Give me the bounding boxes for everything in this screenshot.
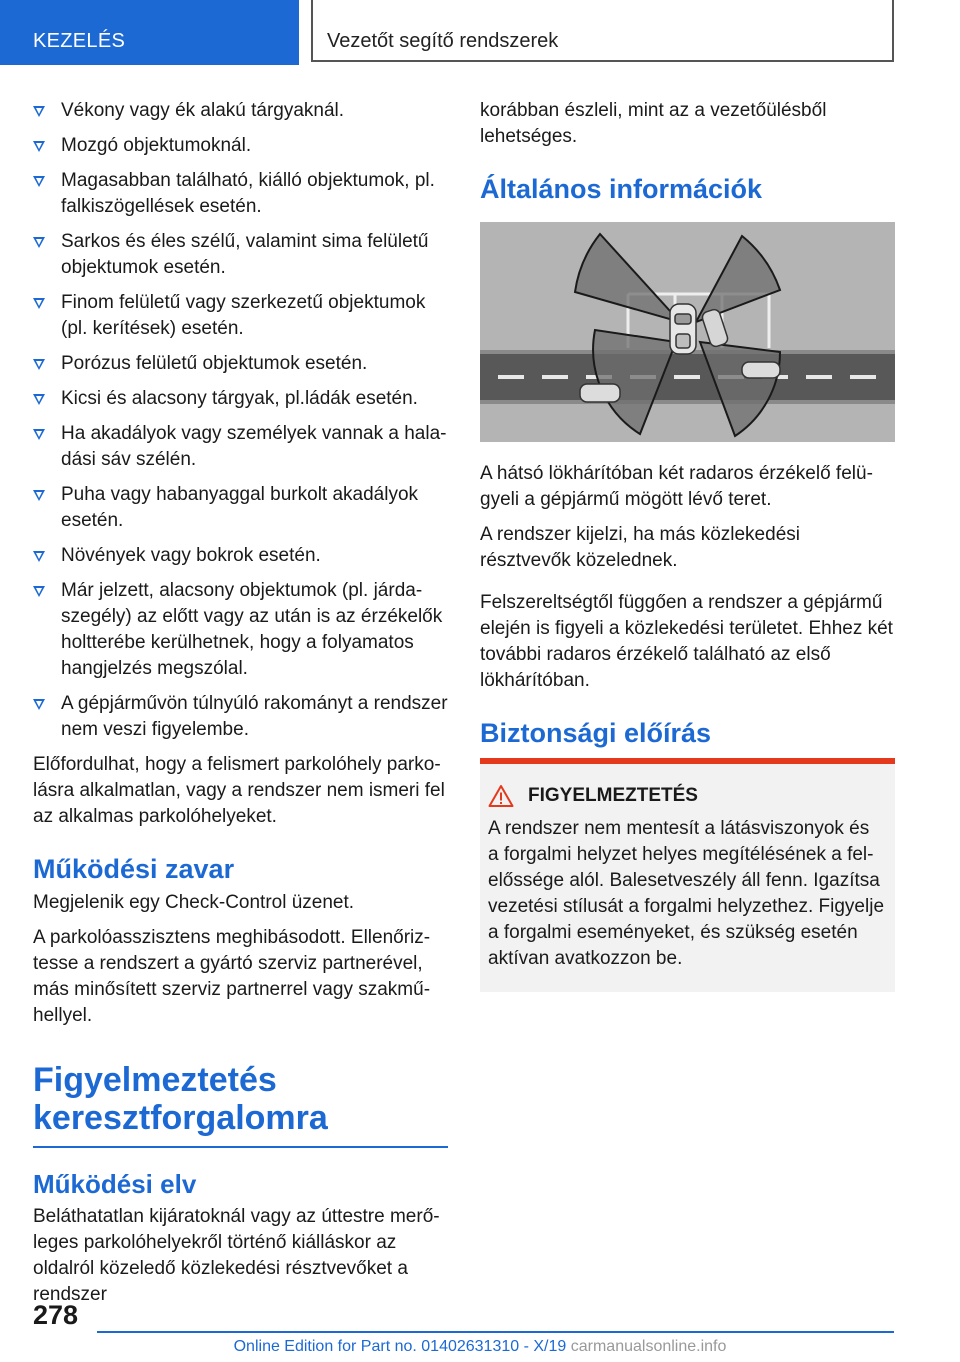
- list-item: Vékony vagy ék alakú tárgyaknál.: [33, 98, 448, 124]
- list-item: Porózus felületű objektumok esetén.: [33, 351, 448, 377]
- list-item: Finom felületű vagy szerkezetű objektumok (pl. kerítések) esetén.: [33, 290, 448, 342]
- section-title: KEZELÉS: [33, 30, 126, 52]
- chapter-heading: Figyelmeztetés keresztforgalomra: [33, 1061, 448, 1148]
- left-column: [33, 98, 448, 1317]
- section-tab: [0, 0, 299, 65]
- paragraph: A parkolóasszisztens meghibásodott. Ellenőriztesse a rendszert a gyártó szerviz partnerével, más minősített szerviz partnerrel vagy szakműhellyel.: [33, 927, 431, 1026]
- paragraph: A rendszer kijelzi, ha más közlekedési résztvevők közelednek.: [480, 524, 800, 571]
- triangle-bullet-icon: [33, 359, 45, 370]
- warning-triangle-icon: [488, 784, 514, 808]
- warning-text: A rendszer nem mentesít a látásviszonyok és a forgalmi helyzet helyes megítélésének a felelőssége alól. Balesetveszély áll fenn. Igazítsa vezetési stílusát a forgalmi helyzethez. Figyelje a forgalmi eseményeket, és szükség esetén aktívan avatkozzon be.: [488, 818, 885, 969]
- page-number: 278: [33, 1300, 79, 1330]
- right-column: [480, 98, 895, 992]
- list-item: Magasabban található, kiálló objektumok, pl. falkiszögellések esetén.: [33, 168, 448, 220]
- triangle-bullet-icon: [33, 106, 45, 117]
- cross-traffic-illustration: [480, 222, 895, 442]
- list-item: Már jelzett, alacsony objektumok (pl. járdaszegély) az előtt vagy az után is az érzékelők holtterébe kerülhetnek, hogy a folyamatos hangjelzés megszólal.: [33, 578, 448, 682]
- paragraph: Beláthatatlan kijáratoknál vagy az úttestre merőleges parkolóhelyekről történő kiálláskor az oldalról közeledő közlekedési résztvevőket a rendszer: [33, 1206, 440, 1305]
- limitations-list: [33, 98, 448, 743]
- paragraph: korábban észleli, mint az a vezetőülésből lehetséges.: [480, 100, 827, 147]
- triangle-bullet-icon: [33, 237, 45, 248]
- list-item: Kicsi és alacsony tárgyak, pl.ládák esetén.: [33, 386, 448, 412]
- paragraph: Előfordulhat, hogy a felismert parkolóhely parkolásra alkalmatlan, vagy a rendszer nem ismeri fel az alkalmas parkolóhelyeket.: [33, 754, 445, 827]
- footer-edition: Online Edition for Part no. 01402631310 - X/19: [233, 1338, 567, 1355]
- triangle-bullet-icon: [33, 490, 45, 501]
- triangle-bullet-icon: [33, 699, 45, 710]
- triangle-bullet-icon: [33, 551, 45, 562]
- principle-heading: Működési elv: [33, 1169, 197, 1199]
- triangle-bullet-icon: [33, 298, 45, 309]
- general-info-heading: Általános információk: [480, 174, 763, 204]
- list-item: Mozgó objektumoknál.: [33, 133, 448, 159]
- paragraph: Megjelenik egy Check-Control üzenet.: [33, 892, 355, 913]
- footer: [0, 1338, 960, 1356]
- paragraph: A hátsó lökhárítóban két radaros érzékelő felügyeli a gépjármű mögött lévő teret.: [480, 463, 873, 510]
- list-item: Ha akadályok vagy személyek vannak a haladási sáv szélén.: [33, 421, 448, 473]
- triangle-bullet-icon: [33, 141, 45, 152]
- triangle-bullet-icon: [33, 176, 45, 187]
- list-item: Sarkos és éles szélű, valamint sima felületű objektumok esetén.: [33, 229, 448, 281]
- footer-watermark: carmanualsonline.info: [570, 1338, 727, 1355]
- footer-rule: [97, 1331, 894, 1333]
- triangle-bullet-icon: [33, 394, 45, 405]
- warning-box: [480, 758, 895, 992]
- paragraph: Felszereltségtől függően a rendszer a gépjármű elején is figyeli a közlekedési területet. Ehhez két további radaros érzékelő található az első lökhárítóban.: [480, 592, 893, 691]
- warning-title: FIGYELMEZTETÉS: [528, 785, 698, 806]
- triangle-bullet-icon: [33, 586, 45, 597]
- chapter-title: Vezetőt segítő rendszerek: [327, 30, 559, 52]
- malfunction-heading: Működési zavar: [33, 854, 235, 884]
- triangle-bullet-icon: [33, 429, 45, 440]
- safety-heading: Biztonsági előírás: [480, 718, 712, 748]
- warning-header: [488, 784, 885, 808]
- list-item: Növények vagy bokrok esetén.: [33, 543, 448, 569]
- chapter-tab: [311, 0, 894, 62]
- list-item: A gépjárművön túlnyúló rakományt a rendszer nem veszi figyelembe.: [33, 691, 448, 743]
- list-item: Puha vagy habanyaggal burkolt akadályok esetén.: [33, 482, 448, 534]
